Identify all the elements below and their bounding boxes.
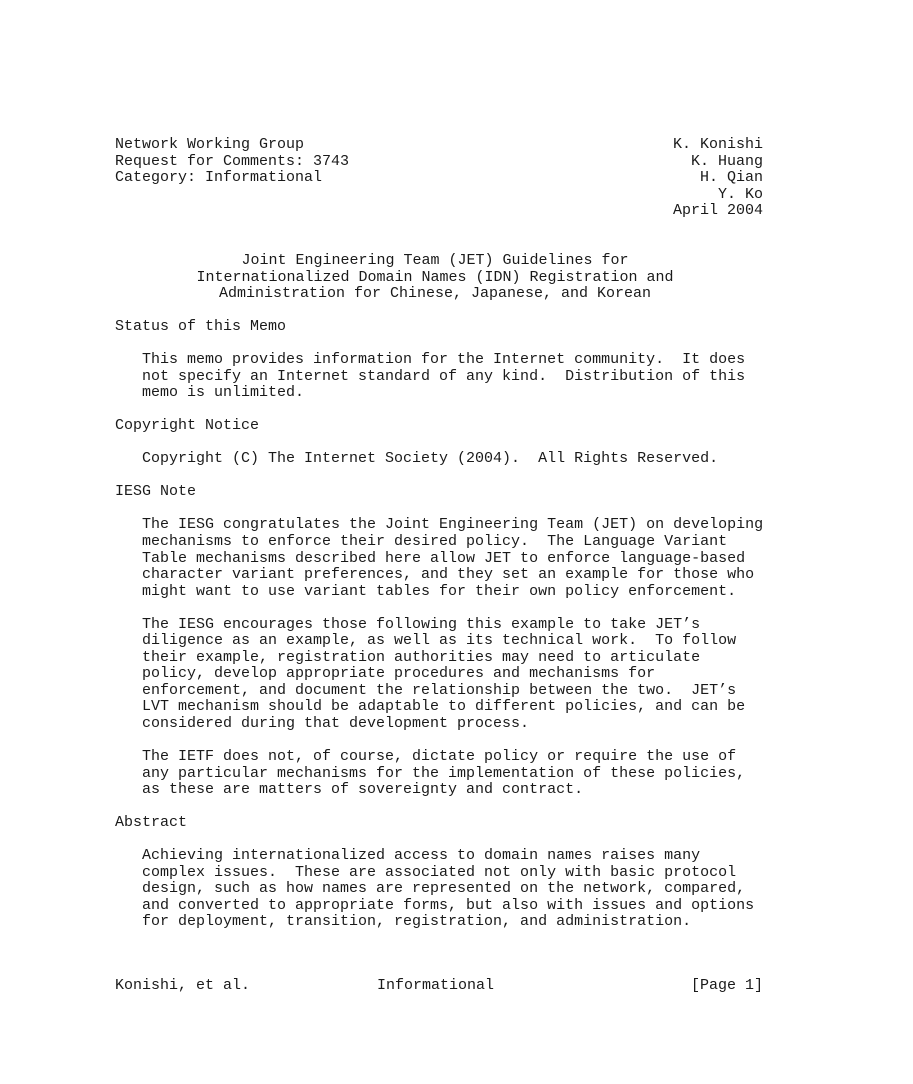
paragraph-line: Table mechanisms described here allow JET to enforce language-based (142, 549, 746, 567)
footer-authors: Konishi, et al. (115, 977, 251, 994)
paragraph-line: mechanisms to enforce their desired policy. The Language Variant (142, 533, 728, 551)
paragraph-line: enforcement, and document the relationship between the two. JET’s (142, 681, 737, 699)
author: Y. Ko (717, 185, 763, 203)
title-line: Joint Engineering Team (JET) Guidelines for (241, 252, 629, 269)
paragraph-line: complex issues. These are associated not only with basic protocol (142, 863, 737, 881)
section-heading-abstract: Abstract (115, 814, 188, 832)
author: K. Huang (690, 152, 763, 170)
paragraph-line: considered during that development process. (142, 714, 530, 732)
title-line: Internationalized Domain Names (IDN) Registration and (196, 268, 674, 286)
paragraph-line: diligence as an example, as well as its technical work. To follow (142, 632, 737, 650)
paragraph-line: The IETF does not, of course, dictate policy or require the use of (142, 748, 737, 766)
title-line: Administration for Chinese, Japanese, and Korean (218, 285, 652, 303)
iesg-paragraph-1 (115, 517, 775, 600)
section-heading-iesg: IESG Note (115, 483, 197, 501)
paragraph-line: not specify an Internet standard of any kind. Distribution of this (142, 367, 746, 385)
rfc-number: Request for Comments: 3743 (115, 152, 350, 170)
paragraph-line: for deployment, transition, registration, and administration. (142, 913, 692, 931)
paragraph-line: The IESG encourages those following this example to take JET’s (142, 615, 701, 633)
working-group: Network Working Group (115, 136, 305, 153)
paragraph-line: The IESG congratulates the Joint Engineering Team (JET) on developing (142, 516, 764, 534)
paragraph-line: policy, develop appropriate procedures and mechanisms for (142, 665, 656, 683)
category: Category: Informational (115, 169, 323, 187)
publication-date: April 2004 (672, 202, 763, 220)
abstract-paragraph (115, 848, 775, 931)
iesg-paragraph-3 (115, 749, 775, 799)
paragraph-line: might want to use variant tables for their own policy enforcement. (142, 582, 737, 600)
paragraph-line: LVT mechanism should be adaptable to different policies, and can be (142, 698, 746, 716)
paragraph-line: Copyright (C) The Internet Society (2004). All Rights Reserved. (142, 450, 719, 468)
paragraph-line: any particular mechanisms for the implementation of these policies, (142, 764, 746, 782)
section-heading-copyright: Copyright Notice (115, 417, 260, 435)
paragraph-line: memo is unlimited. (142, 384, 305, 402)
author: H. Qian (699, 169, 763, 187)
section-heading-status: Status of this Memo (115, 318, 287, 336)
paragraph-line: Achieving internationalized access to domain names raises many (142, 847, 701, 865)
header-right-block (673, 137, 763, 220)
rfc-header (115, 137, 775, 220)
footer-category: Informational (377, 977, 495, 994)
document-title (115, 253, 755, 303)
iesg-paragraph-2 (115, 617, 775, 733)
paragraph-line: character variant preferences, and they set an example for those who (142, 566, 755, 584)
footer-page-number: [Page 1] (690, 977, 763, 994)
author: K. Konishi (672, 136, 763, 153)
status-paragraph (115, 352, 775, 402)
rfc-page (115, 137, 775, 931)
paragraph-line: This memo provides information for the Internet community. It does (142, 351, 746, 369)
header-left-block (115, 137, 349, 187)
copyright-paragraph (115, 451, 775, 468)
paragraph-line: design, such as how names are represented on the network, compared, (142, 880, 746, 898)
paragraph-line: their example, registration authorities may need to articulate (142, 648, 701, 666)
paragraph-line: as these are matters of sovereignty and contract. (142, 781, 584, 799)
paragraph-line: and converted to appropriate forms, but also with issues and options (142, 896, 755, 914)
